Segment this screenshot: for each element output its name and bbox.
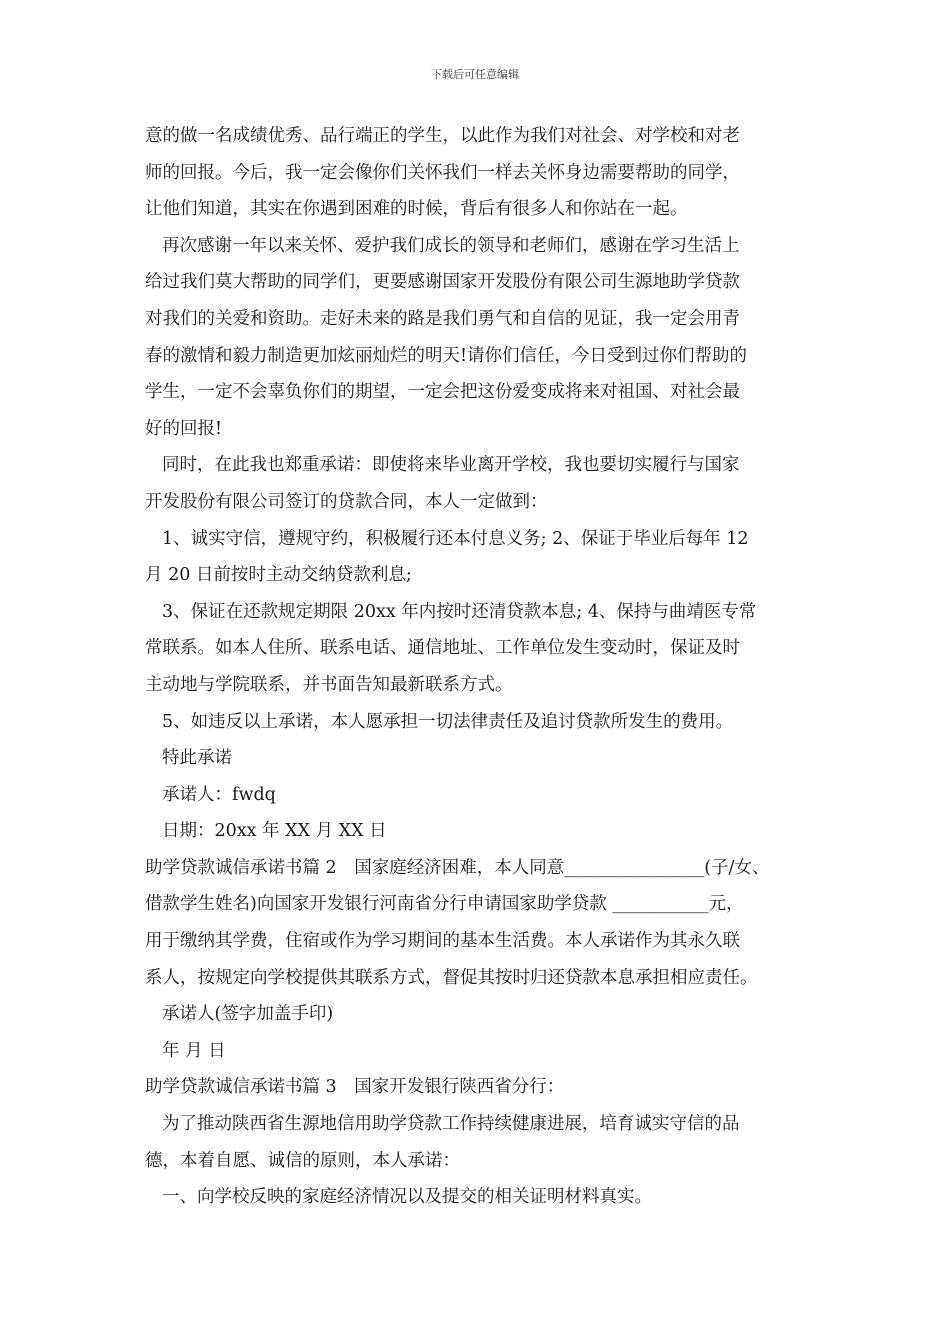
- text-line: 5、如违反以上承诺，本人愿承担一切法律责任及追讨贷款所发生的费用。: [162, 711, 734, 732]
- text-line: 同时，在此我也郑重承诺：即使将来毕业离开学校，我也要切实履行与国家: [162, 455, 740, 476]
- text-line: 再次感谢一年以来关怀、爱护我们成长的领导和老师们，感谢在学习生活上: [162, 235, 740, 256]
- text-line: 特此承诺: [162, 748, 232, 769]
- text-line: 一、向学校反映的家庭经济情况以及提交的相关证明材料真实。: [162, 1187, 652, 1208]
- text-line: 好的回报!: [145, 418, 223, 439]
- text-line: 3、保证在还款规定期限 20xx 年内按时还清贷款本息; 4、保持与曲靖医专常: [162, 601, 757, 622]
- text-line: 学生，一定不会辜负你们的期望，一定会把这份爱变成将来对祖国、对社会最: [145, 382, 740, 403]
- text-line: 1、诚实守信，遵规守约，积极履行还本付息义务; 2、保证于毕业后每年 12: [162, 528, 749, 549]
- page-header: 下载后可任意编辑: [431, 68, 519, 81]
- text-line: 月 20 日前按时主动交纳贷款利息;: [145, 565, 412, 586]
- document-body: [145, 118, 825, 1216]
- text-line: 师的回报。今后，我一定会像你们关怀我们一样去关怀身边需要帮助的同学，: [145, 162, 740, 183]
- text-line: 德，本着自愿、诚信的原则，本人承诺：: [145, 1150, 460, 1171]
- text-line: 意的做一名成绩优秀、品行端正的学生，以此作为我们对社会、对学校和对老: [145, 126, 740, 146]
- text-line: 承诺人：fwdq: [162, 784, 276, 805]
- text-line: 常联系。如本人住所、联系电话、通信地址、工作单位发生变动时，保证及时: [145, 638, 740, 659]
- text-line: 助学贷款诚信承诺书篇 3 国家开发银行陕西省分行：: [145, 1077, 565, 1098]
- text-line: 助学贷款诚信承诺书篇 2 国家庭经济困难，本人同意________________(子/女、: [145, 857, 770, 878]
- text-line: 借款学生姓名)向国家开发银行河南省分行申请国家助学贷款 ___________元，: [145, 894, 744, 915]
- text-line: 日期：20xx 年 XX 月 XX 日: [162, 821, 387, 842]
- text-line: 给过我们莫大帮助的同学们，更要感谢国家开发股份有限公司生源地助学贷款: [145, 272, 740, 293]
- text-line: 年 月 日: [162, 1040, 226, 1061]
- text-line: 主动地与学院联系，并书面告知最新联系方式。: [145, 674, 513, 695]
- text-line: 用于缴纳其学费，住宿或作为学习期间的基本生活费。本人承诺作为其永久联: [145, 931, 740, 952]
- text-line: 开发股份有限公司签订的贷款合同，本人一定做到：: [145, 491, 548, 512]
- text-line: 让他们知道，其实在你遇到困难的时候，背后有很多人和你站在一起。: [145, 199, 688, 220]
- text-line: 为了推动陕西省生源地信用助学贷款工作持续健康进展，培育诚实守信的品: [162, 1114, 740, 1135]
- text-line: 系人，按规定向学校提供其联系方式，督促其按时归还贷款本息承担相应责任。: [145, 967, 758, 988]
- text-line: 承诺人(签字加盖手印): [162, 1004, 334, 1025]
- text-line: 春的激情和毅力制造更加炫丽灿烂的明天!请你们信任，今日受到过你们帮助的: [145, 345, 748, 366]
- text-line: 对我们的关爱和资助。走好未来的路是我们勇气和自信的见证，我一定会用青: [145, 308, 740, 329]
